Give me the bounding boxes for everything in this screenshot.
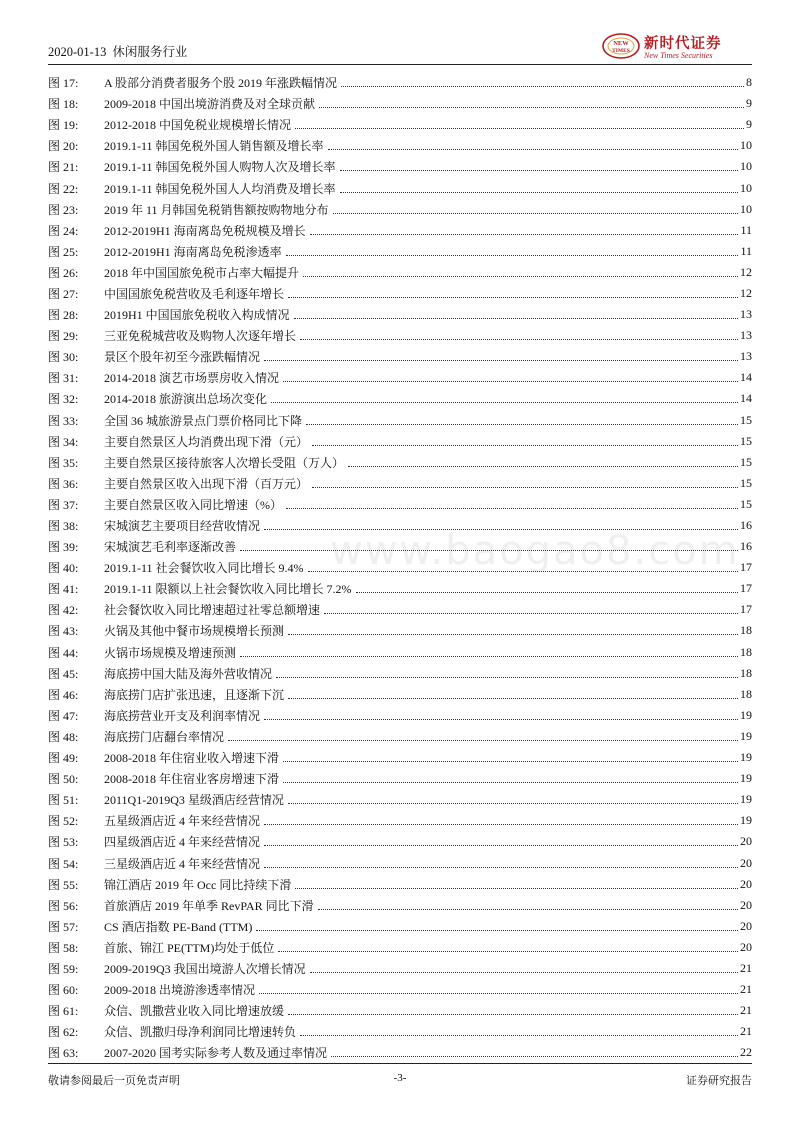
- dot-leader: [288, 803, 738, 804]
- dot-leader: [288, 634, 738, 635]
- dot-leader: [256, 930, 738, 931]
- page-ref[interactable]: 15: [740, 412, 752, 427]
- toc-entry[interactable]: [48, 304, 752, 325]
- report-date: 2020-01-13: [48, 45, 107, 59]
- dot-leader: [283, 761, 738, 762]
- dot-leader: [318, 909, 738, 910]
- figure-title[interactable]: 2012-2019H1 海南离岛免税渗透率: [104, 244, 282, 259]
- page-ref[interactable]: 10: [740, 180, 752, 195]
- toc-entry[interactable]: [48, 93, 752, 114]
- page-ref[interactable]: 17: [740, 560, 752, 575]
- dot-leader: [295, 888, 738, 889]
- figure-title[interactable]: 2009-2018 出境游渗透率情况: [104, 983, 255, 998]
- header-divider: [48, 64, 752, 65]
- toc-entry[interactable]: [48, 177, 752, 198]
- dot-leader: [340, 192, 738, 193]
- toc-entry[interactable]: [48, 388, 752, 409]
- figure-number: 图 31:: [48, 371, 79, 386]
- disclaimer-note: 敬请参阅最后一页免责声明: [48, 1075, 180, 1087]
- page-ref[interactable]: 15: [740, 433, 752, 448]
- figure-title[interactable]: 2008-2018 年住宿业客房增速下滑: [104, 772, 279, 787]
- figure-number: 图 44:: [48, 645, 79, 660]
- figure-title[interactable]: 全国 36 城旅游景点门票价格同比下降: [104, 413, 303, 428]
- figure-number: 图 61:: [48, 1004, 79, 1019]
- dot-leader: [300, 1035, 738, 1036]
- dot-leader: [341, 86, 744, 87]
- dot-leader: [288, 698, 738, 699]
- toc-entry[interactable]: [48, 367, 752, 388]
- page-ref[interactable]: 20: [740, 918, 752, 933]
- figure-number: 图 50:: [48, 772, 79, 787]
- toc-entry[interactable]: [48, 958, 752, 979]
- page-ref[interactable]: 13: [740, 307, 752, 322]
- page-header: [48, 30, 752, 64]
- toc-entry[interactable]: [48, 789, 752, 810]
- figure-title[interactable]: 宋城演艺主要项目经营收情况: [104, 519, 261, 534]
- toc-entry[interactable]: [48, 72, 752, 93]
- figure-number: 图 42:: [48, 603, 79, 618]
- dot-leader: [294, 318, 738, 319]
- toc-entry[interactable]: [48, 578, 752, 599]
- logo-chinese-name: 新时代证券: [644, 36, 722, 52]
- figure-title[interactable]: 社会餐饮收入同比增速超过社零总额增速: [104, 603, 321, 618]
- figure-title[interactable]: 火锅市场规模及增速预测: [104, 645, 237, 660]
- figure-number: 图 55:: [48, 877, 79, 892]
- figure-number: 图 37:: [48, 497, 79, 512]
- page-ref[interactable]: 9: [746, 117, 752, 132]
- figure-title[interactable]: 2018 年中国国旅免税市占率大幅提升: [104, 265, 300, 280]
- toc-entry[interactable]: [48, 156, 752, 177]
- figure-title[interactable]: 2019.1-11 韩国免税外国人购物人次及增长率: [104, 160, 336, 175]
- dot-leader: [264, 824, 738, 825]
- figure-number: 图 62:: [48, 1025, 79, 1040]
- toc-entry[interactable]: [48, 684, 752, 705]
- page-ref[interactable]: 20: [740, 897, 752, 912]
- toc-entry[interactable]: [48, 220, 752, 241]
- toc-entry[interactable]: [48, 747, 752, 768]
- footer-divider: [48, 1063, 752, 1064]
- toc-entry[interactable]: [48, 874, 752, 895]
- figure-title[interactable]: 海底捞营业开支及利润率情况: [104, 708, 261, 723]
- figure-title[interactable]: 2019H1 中国国旅免税收入构成情况: [104, 308, 290, 323]
- page-ref[interactable]: 10: [740, 201, 752, 216]
- toc-entry[interactable]: [48, 852, 752, 873]
- toc-entry[interactable]: [48, 199, 752, 220]
- page-ref[interactable]: 10: [740, 159, 752, 174]
- dot-leader: [306, 424, 738, 425]
- figure-number: 图 18:: [48, 97, 79, 112]
- dot-leader: [331, 1056, 738, 1057]
- dot-leader: [264, 360, 738, 361]
- page-ref[interactable]: 19: [740, 792, 752, 807]
- dot-leader: [324, 613, 738, 614]
- page-ref[interactable]: 21: [740, 1024, 752, 1039]
- dot-leader: [264, 867, 738, 868]
- dot-leader: [310, 234, 739, 235]
- page-ref[interactable]: 16: [740, 518, 752, 533]
- figure-number: 图 35:: [48, 455, 79, 470]
- page-ref[interactable]: 19: [740, 771, 752, 786]
- figure-number: 图 25:: [48, 244, 79, 259]
- page-ref[interactable]: 12: [740, 264, 752, 279]
- dot-leader: [312, 445, 738, 446]
- page-ref[interactable]: 18: [740, 644, 752, 659]
- page-ref[interactable]: 20: [740, 876, 752, 891]
- toc-entry[interactable]: [48, 494, 752, 515]
- page-ref[interactable]: 18: [740, 686, 752, 701]
- figure-title[interactable]: 2009-2019Q3 我国出境游人次增长情况: [104, 961, 306, 976]
- dot-leader: [228, 740, 738, 741]
- figure-number: 图 59:: [48, 961, 79, 976]
- toc-entry[interactable]: [48, 768, 752, 789]
- figure-number: 图 24:: [48, 223, 79, 238]
- report-type: 证券研究报告: [686, 1075, 752, 1087]
- figure-title[interactable]: 三星级酒店近 4 年来经营情况: [104, 856, 261, 871]
- figure-number: 图 41:: [48, 582, 79, 597]
- page-ref[interactable]: 18: [740, 665, 752, 680]
- figure-title[interactable]: 宋城演艺毛利率逐渐改善: [104, 540, 237, 555]
- figure-number: 图 54:: [48, 856, 79, 871]
- page-ref[interactable]: 20: [740, 939, 752, 954]
- page-ref[interactable]: 9: [746, 96, 752, 111]
- figure-number: 图 38:: [48, 519, 79, 534]
- toc-entry[interactable]: [48, 346, 752, 367]
- figure-title[interactable]: 2019 年 11 月韩国免税销售额按购物地分布: [104, 202, 329, 217]
- dot-leader: [310, 972, 738, 973]
- figure-number: 图 23:: [48, 202, 79, 217]
- figure-title[interactable]: 2019.1-11 韩国免税外国人销售额及增长率: [104, 139, 324, 154]
- figure-number: 图 19:: [48, 118, 79, 133]
- toc-entry[interactable]: [48, 1021, 752, 1042]
- figure-number: 图 47:: [48, 708, 79, 723]
- page-ref[interactable]: 17: [740, 581, 752, 596]
- dot-leader: [300, 339, 738, 340]
- figure-number: 图 21:: [48, 160, 79, 175]
- figure-title[interactable]: 主要自然景区收入出现下滑（百万元）: [104, 476, 309, 491]
- page-ref[interactable]: 11: [740, 222, 752, 237]
- figure-title[interactable]: 2012-2019H1 海南离岛免税规模及增长: [104, 223, 306, 238]
- figure-number: 图 43:: [48, 624, 79, 639]
- page-ref[interactable]: 14: [740, 370, 752, 385]
- dot-leader: [286, 255, 739, 256]
- figure-number: 图 58:: [48, 940, 79, 955]
- toc-entry[interactable]: [48, 262, 752, 283]
- figure-title[interactable]: 五星级酒店近 4 年来经营情况: [104, 814, 261, 829]
- dot-leader: [240, 656, 738, 657]
- figure-number: 图 29:: [48, 329, 79, 344]
- figure-title[interactable]: 2011Q1-2019Q3 星级酒店经营情况: [104, 793, 284, 808]
- toc-entry[interactable]: [48, 979, 752, 1000]
- page-ref[interactable]: 21: [740, 960, 752, 975]
- toc-entry[interactable]: [48, 599, 752, 620]
- svg-text:NEW: NEW: [613, 40, 629, 47]
- dot-leader: [264, 719, 738, 720]
- header-date-sector: [48, 42, 187, 60]
- figure-title[interactable]: 众信、凯撒归母净利润同比增速转负: [104, 1025, 297, 1040]
- toc-entry[interactable]: [48, 937, 752, 958]
- figure-title[interactable]: 三亚免税城营收及购物人次逐年增长: [104, 329, 297, 344]
- figure-number: 图 53:: [48, 835, 79, 850]
- dot-leader: [340, 170, 738, 171]
- dot-leader: [348, 466, 738, 467]
- page-ref[interactable]: 19: [740, 707, 752, 722]
- page-ref[interactable]: 16: [740, 539, 752, 554]
- figure-number: 图 17:: [48, 76, 79, 91]
- figure-number: 图 45:: [48, 666, 79, 681]
- dot-leader: [295, 128, 744, 129]
- page-ref[interactable]: 19: [740, 750, 752, 765]
- figure-number: 图 33:: [48, 413, 79, 428]
- figure-number: 图 63:: [48, 1046, 79, 1061]
- figure-number: 图 27:: [48, 286, 79, 301]
- figure-title[interactable]: 主要自然景区收入同比增速（%）: [104, 497, 282, 512]
- toc-entry[interactable]: [48, 325, 752, 346]
- dot-leader: [283, 782, 738, 783]
- figure-number: 图 46:: [48, 687, 79, 702]
- dot-leader: [278, 951, 738, 952]
- figure-number: 图 49:: [48, 751, 79, 766]
- figure-number: 图 48:: [48, 729, 79, 744]
- figure-title[interactable]: 2019.1-11 韩国免税外国人人均消费及增长率: [104, 181, 336, 196]
- page-ref[interactable]: 20: [740, 834, 752, 849]
- toc-entry[interactable]: [48, 620, 752, 641]
- toc-entry[interactable]: [48, 473, 752, 494]
- page-ref[interactable]: 10: [740, 138, 752, 153]
- page-ref[interactable]: 11: [740, 243, 752, 258]
- figure-title[interactable]: 2014-2018 演艺市场票房收入情况: [104, 371, 279, 386]
- toc-entry[interactable]: [48, 642, 752, 663]
- dot-leader: [276, 677, 738, 678]
- new-times-logo-icon: [602, 32, 640, 60]
- figure-number: 图 52:: [48, 814, 79, 829]
- figure-title[interactable]: CS 酒店指数 PE-Band (TTM): [104, 919, 253, 934]
- dot-leader: [288, 297, 738, 298]
- figure-title[interactable]: 众信、凯撒营业收入同比增速放缓: [104, 1004, 285, 1019]
- toc-entry[interactable]: [48, 895, 752, 916]
- toc-entry[interactable]: [48, 831, 752, 852]
- page-ref[interactable]: 15: [740, 475, 752, 490]
- toc-entry[interactable]: [48, 726, 752, 747]
- figure-number: 图 60:: [48, 983, 79, 998]
- toc-entry[interactable]: [48, 916, 752, 937]
- figure-title[interactable]: 火锅及其他中餐市场规模增长预测: [104, 624, 285, 639]
- toc-entry[interactable]: [48, 114, 752, 135]
- figure-title[interactable]: 锦江酒店 2019 年 Occ 同比持续下滑: [104, 877, 292, 892]
- page-ref[interactable]: 15: [740, 496, 752, 511]
- watermark: www.baogao8.com: [330, 528, 740, 574]
- page-ref[interactable]: 12: [740, 285, 752, 300]
- figure-number: 图 57:: [48, 919, 79, 934]
- figure-title[interactable]: 海底捞中国大陆及海外营收情况: [104, 666, 273, 681]
- dot-leader: [333, 213, 738, 214]
- page-ref[interactable]: 13: [740, 328, 752, 343]
- figure-title[interactable]: 四星级酒店近 4 年来经营情况: [104, 835, 261, 850]
- company-logo: [602, 30, 752, 64]
- toc-entry[interactable]: [48, 663, 752, 684]
- logo-english-name: New Times Securities: [644, 51, 713, 60]
- page-ref[interactable]: 15: [740, 454, 752, 469]
- figure-number: 图 30:: [48, 350, 79, 365]
- industry-name: 休闲服务行业: [112, 45, 188, 59]
- figure-title[interactable]: 2019.1-11 社会餐饮收入同比增长 9.4%: [104, 561, 304, 576]
- dot-leader: [259, 993, 738, 994]
- page-ref[interactable]: 19: [740, 813, 752, 828]
- toc-entry[interactable]: [48, 431, 752, 452]
- page-ref[interactable]: 13: [740, 349, 752, 364]
- dot-leader: [283, 381, 738, 382]
- toc-entry[interactable]: [48, 135, 752, 156]
- dot-leader: [264, 845, 738, 846]
- page-ref[interactable]: 18: [740, 623, 752, 638]
- dot-leader: [319, 107, 744, 108]
- svg-text:TIMES: TIMES: [612, 48, 630, 54]
- figure-number: 图 28:: [48, 308, 79, 323]
- figure-title[interactable]: 2012-2018 中国免税业规模增长情况: [104, 118, 291, 133]
- dot-leader: [286, 508, 738, 509]
- page-ref[interactable]: 22: [740, 1045, 752, 1060]
- figure-number: 图 20:: [48, 139, 79, 154]
- toc-entry[interactable]: [48, 241, 752, 262]
- dot-leader: [288, 1014, 738, 1015]
- figure-title[interactable]: 首旅、锦江 PE(TTM)均处于低位: [104, 940, 275, 955]
- page-ref[interactable]: 21: [740, 1003, 752, 1018]
- page-ref[interactable]: 14: [740, 391, 752, 406]
- figure-number: 图 32:: [48, 392, 79, 407]
- figure-number: 图 36:: [48, 476, 79, 491]
- toc-entry[interactable]: [48, 283, 752, 304]
- figure-number: 图 26:: [48, 265, 79, 280]
- figure-title[interactable]: 2014-2018 旅游演出总场次变化: [104, 392, 267, 407]
- toc-entry[interactable]: [48, 1000, 752, 1021]
- page-ref[interactable]: 20: [740, 855, 752, 870]
- figure-title[interactable]: 主要自然景区人均消费出现下滑（元）: [104, 434, 309, 449]
- toc-entry[interactable]: [48, 810, 752, 831]
- figure-number: 图 39:: [48, 540, 79, 555]
- page-ref[interactable]: 8: [746, 75, 752, 90]
- figure-title[interactable]: A 股部分消费者服务个股 2019 年涨跌幅情况: [104, 76, 338, 91]
- figure-title[interactable]: 海底捞门店翻台率情况: [104, 729, 225, 744]
- figure-title[interactable]: 2019.1-11 限额以上社会餐饮收入同比增长 7.2%: [104, 582, 352, 597]
- figure-number: 图 34:: [48, 434, 79, 449]
- figure-number: 图 40:: [48, 561, 79, 576]
- figure-title[interactable]: 2007-2020 国考实际参考人数及通过率情况: [104, 1046, 327, 1061]
- dot-leader: [312, 487, 738, 488]
- page-ref[interactable]: 19: [740, 728, 752, 743]
- figure-number: 图 22:: [48, 181, 79, 196]
- figure-number: 图 51:: [48, 793, 79, 808]
- figure-title[interactable]: 中国国旅免税营收及毛利逐年增长: [104, 286, 285, 301]
- dot-leader: [271, 402, 738, 403]
- dot-leader: [356, 592, 738, 593]
- toc-entry[interactable]: [48, 1042, 752, 1063]
- figure-title[interactable]: 海底捞门店扩张迅速，且逐渐下沉: [104, 687, 285, 702]
- figure-title[interactable]: 首旅酒店 2019 年单季 RevPAR 同比下滑: [104, 898, 314, 913]
- page-ref[interactable]: 17: [740, 602, 752, 617]
- figure-title[interactable]: 景区个股年初至今涨跌幅情况: [104, 350, 261, 365]
- page-ref[interactable]: 21: [740, 982, 752, 997]
- figure-number: 图 56:: [48, 898, 79, 913]
- toc-entry[interactable]: [48, 705, 752, 726]
- dot-leader: [303, 276, 738, 277]
- figure-title[interactable]: 2008-2018 年住宿业收入增速下滑: [104, 751, 279, 766]
- toc-entry[interactable]: [48, 452, 752, 473]
- page-footer: [48, 1072, 752, 1090]
- figure-title[interactable]: 2009-2018 中国出境游消费及对全球贡献: [104, 97, 315, 112]
- figure-title[interactable]: 主要自然景区接待旅客人次增长受阻（万人）: [104, 455, 345, 470]
- toc-entry[interactable]: [48, 410, 752, 431]
- page-number: -3-: [393, 1072, 407, 1084]
- dot-leader: [328, 149, 738, 150]
